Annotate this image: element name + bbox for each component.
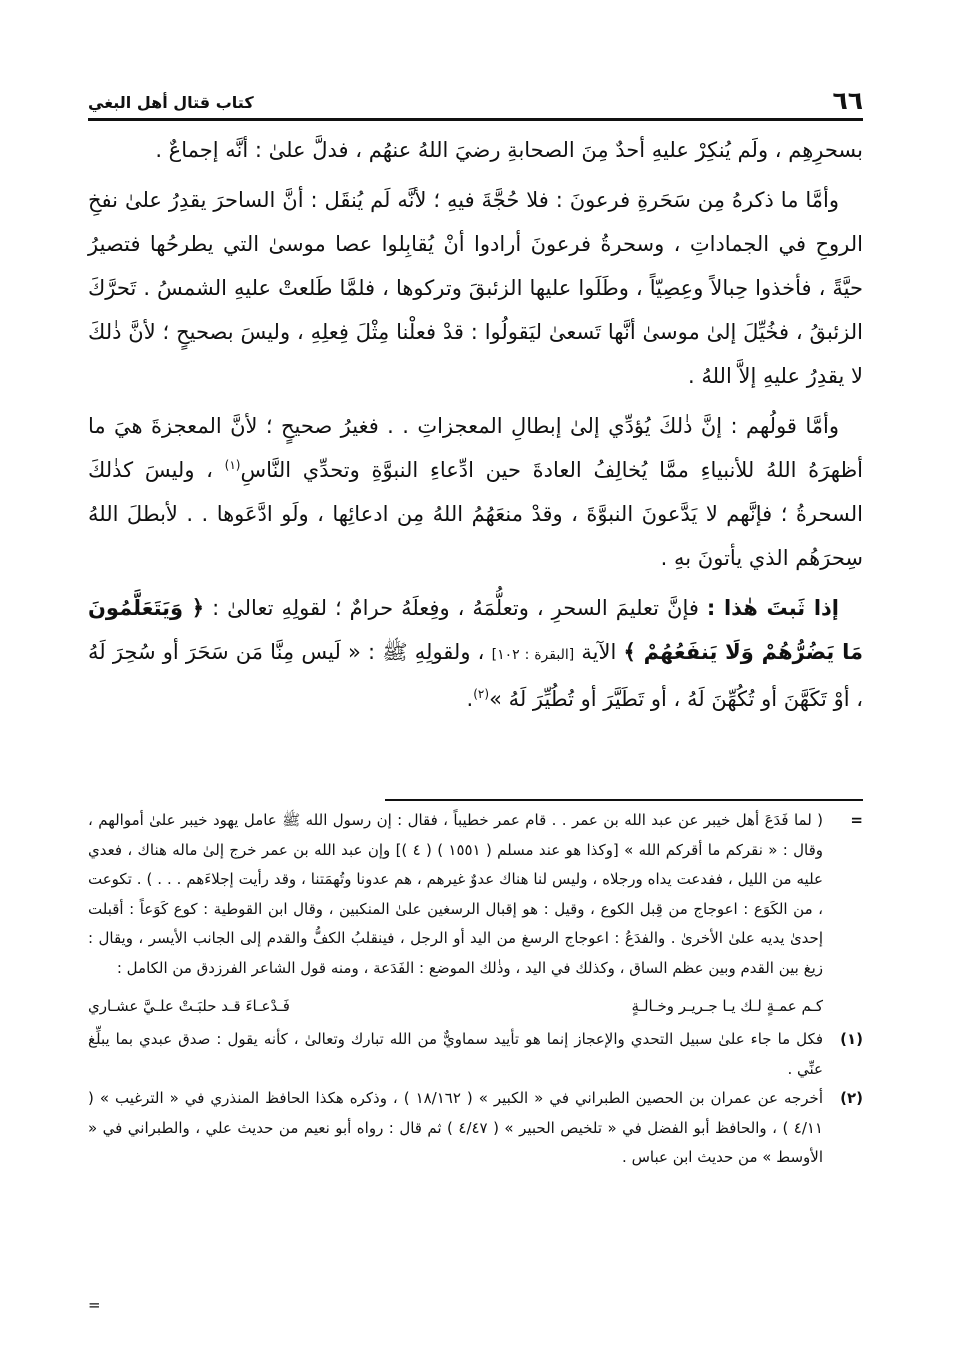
page-number: ٦٦: [832, 86, 863, 115]
continuation-mark: =: [850, 811, 863, 829]
quran-verse: ﴿ وَيَتَعَلَّمُونَ مَا يَضُرُّهُمْ وَلَا يَنفَعُهُمْ ﴾: [88, 596, 863, 664]
running-title: كتاب قتال أهل البغي: [88, 93, 254, 112]
verse-citation: [البقرة : ١٠٢]: [491, 647, 575, 663]
footnote-2-text: أخرجه عن عمران بن الحصين الطبراني في « الكبير » ( ١٨/١٦٢ ) ، وذكره هكذا الحافظ المنذري في « الترغيب » ( ٤/١١ ) ، والحافظ أبو الفضل في « تلخيص الحبير » ( ٤/٤٧ ) ثم قال : رواه أبو نعيم من حديث علي ، والطبراني في « الأوسط » من حديث ابن عباس .: [88, 1089, 823, 1166]
footnote-ref-2: (٢): [473, 687, 490, 701]
paragraph-3-text-a: وأمَّا قولُهم : إنَّ ذٰلكَ يُؤدِّي إلىٰ إبطالِ المعجزاتِ . . فغيرُ صحيحٍ ؛ لأنَّ المعجزةَ هيَ ما أظهرَهُ اللهُ للأنبياءِ ممَّا يُخالِفُ العادةَ حين ادِّعاءِ النبوَّةِ وتحدِّي النَّاسِ: [88, 414, 863, 482]
footnote-2: [88, 1084, 863, 1173]
paragraph-4-text-b: الآية: [574, 640, 624, 664]
footnote-continuation: [88, 806, 863, 983]
paragraph-3-text-b: ، وليسَ كذٰلكَ السحرةُ ؛ فإنَّهم لا يَدَّعونَ النبوَّةَ ، وقدْ منعَهُمُ اللهُ مِن ادعائِها ، ولَو ادَّعَوها . . لأبطلَ اللهُ سِحرَهُم الذي يأتونَ بهِ .: [88, 458, 863, 570]
paragraph-3: [88, 404, 863, 580]
paragraph-1: بسحرِهِم ، ولَم يُنكِرْ عليهِ أحدٌ مِنَ الصحابةِ رضيَ اللهُ عنهُم ، فدلَّ علىٰ : أنَّه إجماعٌ .: [155, 138, 863, 162]
page-header: [88, 82, 863, 116]
footnotes: [88, 806, 863, 1173]
paragraph-2: وأمَّا ما ذكرهُ مِن سَحَرةِ فرعونَ : فلا حُجَّةَ فيهِ ؛ لأنَّه لَم يُنقَل : أنَّ الساحرَ يقدِرُ علىٰ نفخِ الروحِ في الجماداتِ ، وسحرةُ فرعونَ أرادوا أنْ يُقابِلوا عصا موسىٰ التي يطرحُها فتصيرُ حيَّةً ، فأخذوا حِبالاً وعِصِيّاً ، وطَلَوا عليها الزئبقَ وتركوها ، فلمَّا طَلعتْ عليهِ الشمسُ . تَحرَّكَ الزئبقُ ، فخُيِّلَ إلىٰ موسىٰ أنَّها تَسعىٰ ليَقولُوا : قدْ فعلْنا مِثْلَ فِعلِهِ ، وليسَ بصحيحٍ ؛ لأنَّ ذٰلكَ لا يقدِرُ عليهِ إلاَّ اللهُ .: [88, 188, 863, 388]
footnote-continuation-text: ( لما فَدَعَ أهل خيبر عن عبد الله بن عمر . . قام عمر خطيباً ، فقال : إن رسول الله ﷺ عامل يهود خيبر علىٰ أموالهم ، وقال : « نقركم ما أقركم الله » [وكذا هو عند مسلم ( ١٥٥١ ) ( ٤ )] وإن عبد الله بن عمر خرج إلىٰ ماله هناك ، فعدي عليه من الليل ، ففدعت يداه ورجلاه ، وليس لنا هناك عدوٌ غيرهم ، هم عدونا وتُهمَتنا ، وقد رأيت إجلاءَهم . . . ) . تكوعت ، من الكَوَع : اعوجاج من قِبل الكوع ، وقيل : هو إقبال الرسغين علىٰ المنكبين ، وقال ابن القوطية : كوع كَوَعاً : أقبلت إحدىٰ يديه علىٰ الأخرىٰ . والفدَعُ : اعوجاج الرسغ من اليد أو الرجل ، فينقلبُ الكفُّ والقدم إلى الجانب الأيسر ، ويقال : زيغ بين القدم وبين عظم الساق ، وكذلك في اليد ، وذٰلك الموضع : الفَدَعة ، ومنه قول الشاعر الفرزدق من الكامل :: [88, 811, 823, 977]
paragraph-4-end: .: [466, 687, 474, 711]
footnote-continues-mark: =: [88, 1296, 101, 1314]
footnote-1: [88, 1025, 863, 1084]
poem-verse: [88, 989, 863, 1023]
paragraph-4: [88, 586, 863, 721]
header-rule: [88, 118, 863, 121]
footnote-1-number: (١): [840, 1030, 863, 1048]
footnote-ref-1: (١): [224, 458, 241, 472]
footnote-2-number: (٢): [840, 1089, 863, 1107]
paragraph-4-lead: إذا ثَبتَ هٰذا :: [706, 596, 839, 620]
main-text: [88, 128, 863, 727]
verse-first-hemistich: كـم عمـةٍ لـك يـا جـريـر وخـالـةٍ: [631, 997, 823, 1015]
paragraph-4-text-c: ، ولقولِهِ ﷺ : « لَيس مِنَّا مَن سَحَرَ أو سُحِرَ لَهُ ، أوْ تَكَهَّنَ أو تُكُهِّنَ لَهُ ، أو تَطَيَّرَ أو تُطُيِّرَ لَهُ »: [88, 640, 863, 711]
footnote-separator: [385, 799, 863, 801]
paragraph-4-text-a: فإنَّ تعليمَ السحرِ ، وتعلُّمَهُ ، وفِعلَهُ حرامٌ ؛ لقولِهِ تعالىٰ :: [204, 596, 707, 620]
footnote-1-text: فكل ما جاء علىٰ سبيل التحدي والإعجاز إنما هو تأييد سماويٌّ من الله تبارك وتعالىٰ ، كأنه يقول : صدق عبدي بما يبلِّغ عنِّي .: [88, 1030, 823, 1078]
verse-second-hemistich: فَـدْعـاءَ قـد حلبَـتْ علـيَّ عشـاري: [88, 997, 290, 1015]
